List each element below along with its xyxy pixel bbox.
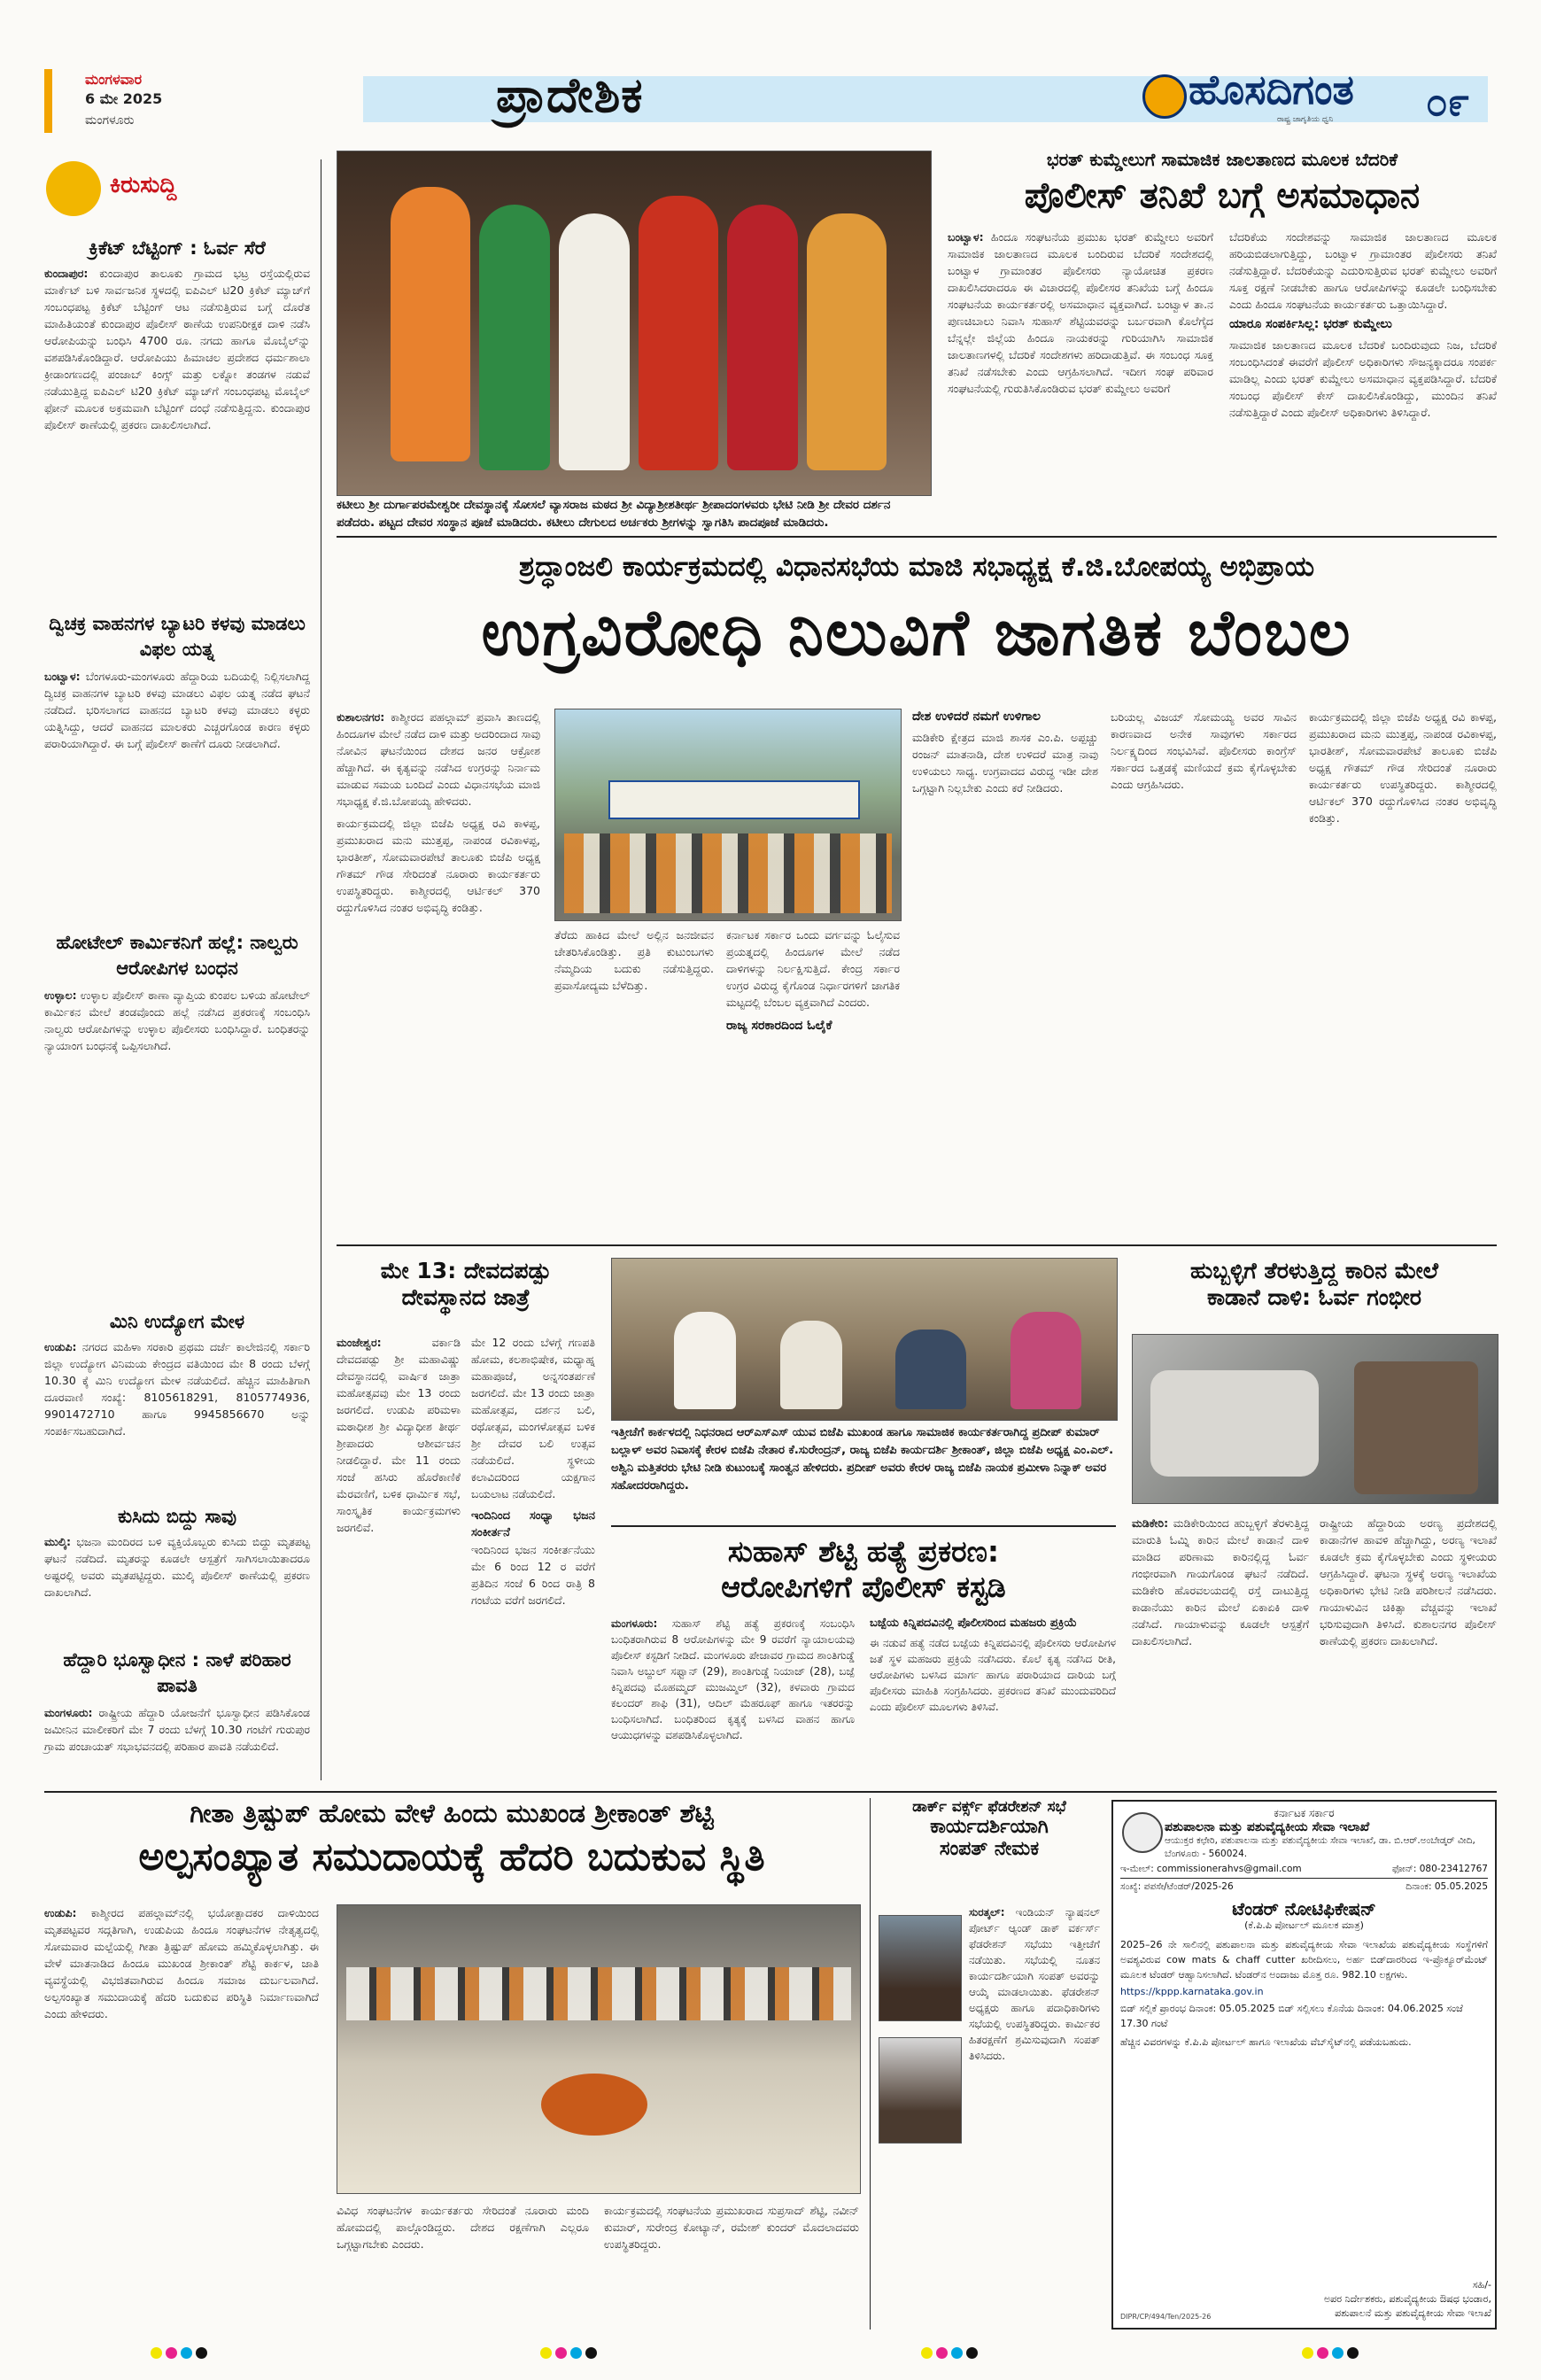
brief-4 [44, 1311, 310, 1439]
hubballi-headline-1: ಹುಬ್ಬಳ್ಳಿಗೆ ತೆರಳುತ್ತಿದ್ದ ಕಾರಿನ ಮೇಲೆ [1189, 1258, 1439, 1283]
gita-kicker: ಗೀತಾ ತ್ರಿಷ್ಟುಪ್ ಹೋಮ ವೇಳೆ ಹಿಂದು ಮುಖಂಡ ಶ್ರೀಕಾಂತ್ ಶೆಟ್ಟಿ [190, 1798, 714, 1828]
kirusuddi-banner [44, 159, 195, 220]
brief-place: ಕುಂದಾಪುರ: [44, 267, 89, 280]
suhas-subhead: ಬಜ್ಪೆಯ ಕಿನ್ನಿಪದವಿನಲ್ಲಿ ಪೊಲೀಸರಿಂದ ಮಹಜರು ಪ್ರಕ್ರಿಯೆ [870, 1616, 1077, 1630]
swamiji-photo [337, 151, 932, 496]
tender-phone: ಫೋನ್: 080-23412767 [1391, 1864, 1488, 1874]
bantwal-col2b: ಸಾಮಾಜಿಕ ಜಾಲತಾಣದ ಮೂಲಕ ಬೆದರಿಕೆ ಬಂದಿರುವುದು ನಿಜ, ಬೆದರಿಕೆ ಸಂಬಂಧಿಸಿದಂತೆ ಈವರೆಗೆ ಪೊಲೀಸ್ ಅಧಿಕಾರಿಗಳು ಸೌಜನ್ಯಕ್ಕಾದರೂ ಸಂಪರ್ಕ ಮಾಡಿಲ್ಲ ಎಂದು ಭರತ್ ಕುಮ್ಡೇಲು ಅಸಮಾಧಾನ ವ್ಯಕ್ತಪಡಿಸಿದ್ದಾರೆ. ಬೆದರಿಕೆ ಸಂಬಂಧ ಪೊಲೀಸ್ ಕೇಸ್ ದಾಖಲಿಸಿಕೊಂಡಿದ್ದು, ಮುಂದಿನ ತನಿಖೆ ನಡೆಸುತ್ತಿದ್ದಾರೆ ಎಂದು ಪೊಲೀಸ್ ಅಧಿಕಾರಿಗಳು ತಿಳಿಸಿದ್ದಾರೆ. [1229, 338, 1497, 419]
portrait-2 [879, 2037, 962, 2144]
jatre-headline-2: ದೇವಸ್ಥಾನದ ಜಾತ್ರೆ [401, 1284, 530, 1310]
brief-body: ಉಳ್ಳಾಲ ಪೊಲೀಸ್ ಠಾಣಾ ವ್ಯಾಪ್ತಿಯ ಕುಂಪಲ ಬಳಿಯ ಹೋಟೇಲ್ ಕಾರ್ಮಿಕನ ಮೇಲೆ ತಂಡವೊಂದು ಹಲ್ಲೆ ನಡೆಸಿದ ಪ್ರಕರಣಕ್ಕೆ ಸಂಬಂಧಿಸಿ ನಾಲ್ವರು ಆರೋಪಿಗಳನ್ನು ಉಳ್ಳಾಲ ಪೊಲೀಸರು ಬಂಧಿಸಿದ್ದಾರೆ. ಬಂಧಿತರನ್ನು ನ್ಯಾಯಾಂಗ ಬಂಧನಕ್ಕೆ ಒಪ್ಪಿಸಲಾಗಿದೆ. [44, 988, 310, 1052]
lotus-icon [1142, 74, 1187, 119]
page-number: ೦೯ [1426, 80, 1470, 125]
column-divider [870, 1798, 871, 2330]
jatre-headline-1: ಮೇ 13: ದೇವದಪಡ್ಪು [380, 1258, 552, 1283]
brief-place: ಮಂಗಳೂರು: [44, 1706, 93, 1719]
hubballi-story [1132, 1258, 1497, 1780]
hubballi-headline-2: ಕಾಡಾನೆ ದಾಳಿ: ಓರ್ವ ಗಂಭೀರ [1206, 1284, 1422, 1310]
tender-dates: ಬಿಡ್ ಸಲ್ಲಿಕೆ ಪ್ರಾರಂಭ ದಿನಾಂಕ: 05.05.2025 ಬಿಡ್ ಸಲ್ಲಿಸಲು ಕೊನೆಯ ದಿನಾಂಕ: 04.06.2025 ಸಂಜೆ 17.30 ಗಂಟೆ [1120, 2003, 1463, 2029]
section-title: ಪ್ರಾದೇಶಿಕ [496, 67, 644, 123]
protest-photo [554, 709, 902, 921]
tender-govt: ಕರ್ನಾಟಕ ಸರ್ಕಾರ [1274, 1807, 1335, 1819]
jatre-col2: ಮೇ 12 ರಂದು ಬೆಳಗ್ಗೆ ಗಣಪತಿ ಹೋಮ, ಕಲಶಾಭಿಷೇಕ, ಮಧ್ಯಾಹ್ನ ಮಹಾಪೂಜೆ, ಅನ್ನಸಂತರ್ಪಣೆ ಜರಗಲಿದೆ. ಮೇ 13 ರಂದು ಜಾತ್ರಾ ಮಹೋತ್ಸವ, ದರ್ಶನ ಬಲಿ, ರಥೋತ್ಸವ, ಮಂಗಳೋತ್ಸವ ಬಳಿಕ ಶ್ರೀ ದೇವರ ಬಲಿ ಉತ್ಸವ ನಡೆಯಲಿದೆ. ಸ್ಥಳೀಯ ಕಲಾವಿದರಿಂದ ಯಕ್ಷಗಾನ ಬಯಲಾಟ ನಡೆಯಲಿದೆ. [471, 1336, 595, 1500]
federation-story [879, 1798, 1100, 2330]
masthead-day: ಮಂಗಳವಾರ [85, 71, 143, 88]
main-col3: ದೇಶ ಉಳಿದರೆ ನಮಗೆ ಉಳಿಗಾಲ ಮಡಿಕೇರಿ ಕ್ಷೇತ್ರದ ಮಾಜಿ ಶಾಸಕ ಎಂ.ಪಿ. ಅಪ್ಪಚ್ಚು ರಂಜನ್ ಮಾತನಾಡಿ, ದೇಶ ಉಳಿದರೆ ಮಾತ್ರ ನಾವು ಉಳಿಯಲು ಸಾಧ್ಯ. ಉಗ್ರವಾದದ ವಿರುದ್ಧ ಇಡೀ ದೇಶ ಒಗ್ಗಟ್ಟಾಗಿ ನಿಲ್ಲಬೇಕು ಎಂದು ಕರೆ ನೀಡಿದರು. [912, 709, 1098, 795]
main-kicker: ಶ್ರದ್ಧಾಂಜಲಿ ಕಾರ್ಯಕ್ರಮದಲ್ಲಿ ವಿಧಾನಸಭೆಯ ಮಾಜಿ ಸಭಾಧ್ಯಕ್ಷ ಕೆ.ಜಿ.ಬೋಪಯ್ಯ ಅಭಿಪ್ರಾಯ [518, 551, 1315, 583]
federation-col1: ಇಂಡಿಯನ್ ನ್ಯಾಷನಲ್ ಪೋರ್ಟ್ ಆ್ಯಂಡ್ ಡಾಕ್ ವರ್ಕರ್ಸ್ ಫೆಡರೇಶನ್ ಸಭೆಯು ಇತ್ತೀಚೆಗೆ ನಡೆಯಿತು. ಸಭೆಯಲ್ಲಿ ನೂತನ ಕಾರ್ಯದರ್ಶಿಯಾಗಿ ಸಂಪತ್ ಅವರನ್ನು ಆಯ್ಕೆ ಮಾಡಲಾಯಿತು. ಫೆಡರೇಶನ್ ಅಧ್ಯಕ್ಷರು ಹಾಗೂ ಪದಾಧಿಕಾರಿಗಳು ಸಭೆಯಲ್ಲಿ ಉಪಸ್ಥಿತರಿದ್ದರು. ಕಾರ್ಮಿಕರ ಹಿತರಕ್ಷಣೆಗೆ ಶ್ರಮಿಸುವುದಾಗಿ ಸಂಪತ್ ತಿಳಿಸಿದರು. [969, 1906, 1100, 2062]
accent-bar [44, 69, 52, 133]
hubballi-col2: ರಾಷ್ಟ್ರೀಯ ಹೆದ್ದಾರಿಯ ಅರಣ್ಯ ಪ್ರದೇಶದಲ್ಲಿ ಕಾಡಾನೆಗಳ ಹಾವಳಿ ಹೆಚ್ಚಾಗಿದ್ದು, ಅರಣ್ಯ ಇಲಾಖೆ ಕೂಡಲೇ ಕ್ರಮ ಕೈಗೊಳ್ಳಬೇಕು ಎಂದು ಸ್ಥಳೀಯರು ಆಗ್ರಹಿಸಿದ್ದಾರೆ. ಘಟನಾ ಸ್ಥಳಕ್ಕೆ ಅರಣ್ಯ ಇಲಾಖೆಯ ಅಧಿಕಾರಿಗಳು ಭೇಟಿ ನೀಡಿ ಪರಿಶೀಲನೆ ನಡೆಸಿದರು. ಗಾಯಾಳುವಿನ ಚಿಕಿತ್ಸಾ ವೆಚ್ಚವನ್ನು ಇಲಾಖೆ ಭರಿಸುವುದಾಗಿ ತಿಳಿಸಿದೆ. ಕುಶಾಲನಗರ ಪೊಲೀಸ್ ಠಾಣೆಯಲ್ಲಿ ಪ್ರಕರಣ ದಾಖಲಾಗಿದೆ. [1320, 1516, 1497, 1647]
gita-place: ಉಡುಪಿ: [44, 1906, 77, 1919]
logo [1135, 60, 1454, 129]
masthead-date: 6 ಮೇ 2025 [85, 90, 163, 107]
brief-place: ಉಡುಪಿ: [44, 1340, 77, 1353]
main-col2: ಕರ್ನಾಟಕ ಸರ್ಕಾರ ಒಂದು ವರ್ಗವನ್ನು ಓಲೈಸುವ ಪ್ರಯತ್ನದಲ್ಲಿ ಹಿಂದೂಗಳ ಮೇಲೆ ನಡೆದ ದಾಳಿಗಳನ್ನು ನಿರ್ಲಕ್ಷಿಸುತ್ತಿದೆ. ಕೇಂದ್ರ ಸರ್ಕಾರ ಉಗ್ರರ ವಿರುದ್ಧ ಕೈಗೊಂಡ ನಿರ್ಧಾರಗಳಿಗೆ ಜಾಗತಿಕ ಮಟ್ಟದಲ್ಲಿ ಬೆಂಬಲ ವ್ಯಕ್ತವಾಗಿದೆ ಎಂದರು. ರಾಜ್ಯ ಸರಕಾರದಿಂದ ಓಲೈಕೆ [726, 928, 900, 1033]
brief-2 [44, 611, 310, 752]
brief-headline: ದ್ವಿಚಕ್ರ ವಾಹನಗಳ ಬ್ಯಾಟರಿ ಕಳವು ಮಾಡಲು ವಿಫಲ ಯತ್ನ [49, 613, 306, 660]
brief-headline: ಹೆದ್ದಾರಿ ಭೂಸ್ವಾಧೀನ : ನಾಳೆ ಪರಿಹಾರ ಪಾವತಿ [63, 1649, 291, 1696]
tender-sign-2: ಅಪರ ನಿರ್ದೇಶಕರು, ಪಶುವೈದ್ಯಕೀಯ ಔಷಧ ಭಂಡಾರ, [1323, 2293, 1491, 2305]
main-col4: ಬರಿಯಲ್ಲ ವಿಜಯ್ ಸೋಮಯ್ಯ ಅವರ ಸಾವಿನ ಕಾರಣವಾದ ಅನೇಕ ಸಾವುಗಳು ಸರ್ಕಾರದ ನಿರ್ಲಕ್ಷ್ಯದಿಂದ ಸಂಭವಿಸಿವೆ. ಪೊಲೀಸರು ಕಾಂಗ್ರೆಸ್ ಸರ್ಕಾರದ ಒತ್ತಡಕ್ಕೆ ಮಣಿಯದೆ ಕ್ರಮ ಕೈಗೊಳ್ಳಬೇಕು ಎಂದು ಆಗ್ರಹಿಸಿದರು. [1111, 710, 1297, 791]
brief-body: ಭಜನಾ ಮಂದಿರದ ಬಳಿ ವ್ಯಕ್ತಿಯೊಬ್ಬರು ಕುಸಿದು ಬಿದ್ದು ಮೃತಪಟ್ಟ ಘಟನೆ ನಡೆದಿದೆ. ಮೃತರನ್ನು ಕೂಡಲೇ ಆಸ್ಪತ್ರೆಗೆ ಸಾಗಿಸಲಾಯಿತಾದರೂ ಅಷ್ಟರಲ್ಲಿ ಅವರು ಮೃತಪಟ್ಟಿದ್ದರು. ಮುಲ್ಕಿ ಪೊಲೀಸ್ ಠಾಣೆಯಲ್ಲಿ ಪ್ರಕರಣ ದಾಖಲಾಗಿದೆ. [44, 1535, 310, 1599]
bantwal-kicker: ಭರತ್ ಕುಮ್ಡೇಲುಗೆ ಸಾಮಾಜಿಕ ಜಾಲತಾಣದ ಮೂಲಕ ಬೆದರಿಕೆ [1046, 149, 1398, 170]
suhas-col1: ಸುಹಾಸ್ ಶೆಟ್ಟಿ ಹತ್ಯೆ ಪ್ರಕರಣಕ್ಕೆ ಸಂಬಂಧಿಸಿ ಬಂಧಿತರಾಗಿರುವ 8 ಆರೋಪಿಗಳನ್ನು ಮೇ 9 ರವರೆಗೆ ನ್ಯಾಯಾಲಯವು ಪೊಲೀಸ್ ಕಸ್ಟಡಿಗೆ ನೀಡಿದೆ. ಮಂಗಳೂರು ಪೇಜಾವರ ಗ್ರಾಮದ ಶಾಂತಿಗುಡ್ಡೆ ನಿವಾಸಿ ಅಬ್ದುಲ್ ಸಫ್ವಾನ್ (29), ಶಾಂತಿಗುಡ್ಡೆ ನಿಯಾಜ್ (28), ಬಜ್ಪೆ ಕಿನ್ನಿಪದವು ಮೊಹಮ್ಮದ್ ಮುಜಮ್ಮಿಲ್ (32), ಕಳವಾರು ಗ್ರಾಮದ ಕಲಂದರ್ ಶಾಫಿ (31), ಆದಿಲ್ ಮೆಹರೂಫ್ ಹಾಗೂ ಇತರರನ್ನು ಬಂಧಿಸಲಾಗಿದೆ. ಬಂಧಿತರಿಂದ ಕೃತ್ಯಕ್ಕೆ ಬಳಸಿದ ವಾಹನ ಹಾಗೂ ಆಯುಧಗಳನ್ನು ವಶಪಡಿಸಿಕೊಳ್ಳಲಾಗಿದೆ. [611, 1617, 855, 1741]
brief-3 [44, 930, 310, 1054]
registration-marks-center-right [921, 2347, 978, 2359]
brief-1 [44, 237, 310, 433]
federation-place: ಸುರತ್ಕಲ್: [969, 1906, 1005, 1919]
masthead [44, 66, 1497, 142]
hand-icon [46, 161, 101, 216]
swamiji-photo-caption: ಕಟೀಲು ಶ್ರೀ ದುರ್ಗಾಪರಮೇಶ್ವರೀ ದೇವಸ್ಥಾನಕ್ಕೆ ಸೋಸಲೆ ವ್ಯಾಸರಾಜ ಮಠದ ಶ್ರೀ ವಿದ್ಯಾಶ್ರೀಶತೀರ್ಥ ಶ್ರೀಪಾದಂಗಳವರು ಭೇಟಿ ನೀಡಿ ಶ್ರೀ ದೇವರ ದರ್ಶನ ಪಡೆದರು. ಪಟ್ಟದ ದೇವರ ಸಂಸ್ಥಾನ ಪೂಜೆ ಮಾಡಿದರು. ಕಟೀಲು ದೇಗುಲದ ಅರ್ಚಕರು ಶ್ರೀಗಳನ್ನು ಸ್ವಾಗತಿಸಿ ಪಾದಪೂಜೆ ಮಾಡಿದರು. [337, 498, 891, 530]
bantwal-place: ಬಂಟ್ವಾಳ: [948, 230, 984, 244]
brief-headline: ಕ್ರಿಕೆಟ್ ಬೆಟ್ಟಿಂಗ್ : ಓರ್ವ ಸೆರೆ [89, 237, 266, 259]
main-col5: ಕಾರ್ಯಕ್ರಮದಲ್ಲಿ ಜಿಲ್ಲಾ ಬಿಜೆಪಿ ಅಧ್ಯಕ್ಷ ರವಿ ಕಾಳಪ್ಪ, ಪ್ರಮುಖರಾದ ಮನು ಮುತ್ತಪ್ಪ, ನಾಪಂಡ ರವಿಕಾಳಪ್ಪ, ಭಾರತೀಶ್, ಸೋಮವಾರಪೇಟೆ ತಾಲೂಕು ಬಿಜೆಪಿ ಅಧ್ಯಕ್ಷ ಗೌತಮ್ ಗೌಡ ಸೇರಿದಂತೆ ನೂರಾರು ಕಾರ್ಯಕರ್ತರು ಉಪಸ್ಥಿತರಿದ್ದರು. ಕಾಶ್ಮೀರದಲ್ಲಿ ಆರ್ಟಿಕಲ್ 370 ರದ್ದುಗೊಳಿಸಿದ ನಂತರ ಅಭಿವೃದ್ಧಿ ಕಂಡಿತ್ತು. [337, 817, 540, 914]
section-rule [44, 1791, 1497, 1793]
brief-place: ಬಂಟ್ವಾಳ: [44, 670, 81, 683]
protest-photo-caption: ತೆರೆದು ಹಾಕಿದ ಮೇಲೆ ಅಲ್ಲಿನ ಜನಜೀವನ ಚೇತರಿಸಿಕೊಂಡಿತ್ತು. ಪ್ರತಿ ಕುಟುಂಬಗಳು ನೆಮ್ಮದಿಯ ಬದುಕು ನಡೆಸುತ್ತಿದ್ದರು. ಪ್ರವಾಸೋದ್ಯಮ ಬೆಳೆದಿತ್ತು. [554, 928, 714, 992]
brief-6 [44, 1647, 310, 1755]
brief-place: ಮುಲ್ಕಿ: [44, 1535, 72, 1548]
jatre-place: ಮಂಜೇಶ್ವರ: [337, 1336, 382, 1349]
main-headline: ಉಗ್ರವಿರೋಧಿ ನಿಲುವಿಗೆ ಜಾಗತಿಕ ಬೆಂಬಲ [481, 595, 1352, 670]
jatre-col1: ವರ್ಕಾಡಿ ದೇವದಪಡ್ಪು ಶ್ರೀ ಮಹಾವಿಷ್ಣು ದೇವಸ್ಥಾನದಲ್ಲಿ ವಾರ್ಷಿಕ ಜಾತ್ರಾ ಮಹೋತ್ಸವವು ಮೇ 13 ರಂದು ಜರಗಲಿದೆ. ಉಡುಪಿ ಪರಿಮಳಾ ಮಠಾಧೀಶ ಶ್ರೀ ವಿದ್ಯಾಧೀಶ ತೀರ್ಥ ಶ್ರೀಪಾದರು ಆಶೀರ್ವಚನ ನೀಡಲಿದ್ದಾರೆ. ಮೇ 11 ರಂದು ಸಂಜೆ ಹಸಿರು ಹೊರೆಕಾಣಿಕೆ ಮೆರವಣಿಗೆ, ಬಳಿಕ ಧಾರ್ಮಿಕ ಸಭೆ, ಸಾಂಸ್ಕೃತಿಕ ಕಾರ್ಯಕ್ರಮಗಳು ಜರಗಲಿವೆ. [337, 1336, 461, 1534]
hubballi-place: ಮಡಿಕೇರಿ: [1132, 1516, 1169, 1530]
tender-ad [1111, 1800, 1497, 2330]
gita-col1: ಕಾಶ್ಮೀರದ ಪಹಲ್ಗಾಮ್‌ನಲ್ಲಿ ಭಯೋತ್ಪಾದಕರ ದಾಳಿಯಿಂದ ಮೃತಪಟ್ಟವರ ಸದ್ಗತಿಗಾಗಿ, ಉಡುಪಿಯ ಹಿಂದೂ ಸಂಘಟನೆಗಳ ನೇತೃತ್ವದಲ್ಲಿ ಸೋಮವಾರ ಮಲ್ಪೆಯಲ್ಲಿ ಗೀತಾ ತ್ರಿಷ್ಟುಪ್ ಹೋಮ ಹಮ್ಮಿಕೊಳ್ಳಲಾಗಿತ್ತು. ಈ ವೇಳೆ ಮಾತನಾಡಿದ ಹಿಂದೂ ಮುಖಂಡ ಶ್ರೀಕಾಂತ್ ಶೆಟ್ಟಿ ಕಾರ್ಕಳ, ಜಾತಿ ವ್ಯವಸ್ಥೆಯಲ್ಲಿ ವಿಭಜಿತವಾಗಿರುವ ಹಿಂದೂ ಸಮಾಜ ದುರ್ಬಲವಾಗಿದೆ. ಅಲ್ಪಸಂಖ್ಯಾತ ಸಮುದಾಯಕ್ಕೆ ಹೆದರಿ ಬದುಕುವ ಪರಿಸ್ಥಿತಿ ನಿರ್ಮಾಣವಾಗಿದೆ ಎಂದು ಹೇಳಿದರು. [44, 1906, 319, 2020]
section-rule [337, 1244, 1497, 1246]
hubballi-col1: ಮಡಿಕೇರಿಯಿಂದ ಹುಬ್ಬಳ್ಳಿಗೆ ತೆರಳುತ್ತಿದ್ದ ಮಾರುತಿ ಓಮ್ನಿ ಕಾರಿನ ಮೇಲೆ ಕಾಡಾನೆ ದಾಳಿ ಮಾಡಿದ ಪರಿಣಾಮ ಕಾರಿನಲ್ಲಿದ್ದ ಓರ್ವ ಗಂಭೀರವಾಗಿ ಗಾಯಗೊಂಡ ಘಟನೆ ನಡೆದಿದೆ. ಮಡಿಕೇರಿ ಹೊರವಲಯದಲ್ಲಿ ರಸ್ತೆ ದಾಟುತ್ತಿದ್ದ ಕಾಡಾನೆಯು ಕಾರಿನ ಮೇಲೆ ಏಕಾಏಕಿ ದಾಳಿ ನಡೆಸಿದೆ. ಗಾಯಾಳುವನ್ನು ಕೂಡಲೇ ಆಸ್ಪತ್ರೆಗೆ ದಾಖಲಿಸಲಾಗಿದೆ. [1132, 1516, 1309, 1647]
federation-headline-1: ಡಾರ್ಕ್ ವರ್ಕ್ಸ್ ಫೆಡರೇಶನ್ ಸಭೆ [912, 1798, 1066, 1816]
federation-headline-3: ಸಂಪತ್ ನೇಮಕ [939, 1838, 1040, 1860]
portrait-1 [879, 1915, 962, 2021]
bantwal-story [948, 149, 1497, 521]
gita-headline: ಅಲ್ಪಸಂಖ್ಯಾತ ಸಮುದಾಯಕ್ಕೆ ಹೆದರಿ ಬದುಕುವ ಸ್ಥಿತಿ [138, 1834, 765, 1880]
registration-marks-right [1302, 2347, 1359, 2359]
govt-emblem-icon [1122, 1812, 1163, 1853]
tender-date: ದಿನಾಂಕ: 05.05.2025 [1405, 1881, 1488, 1892]
main-subhead-2: ರಾಜ್ಯ ಸರಕಾರದಿಂದ ಓಲೈಕೆ [726, 1019, 832, 1033]
gita-story [44, 1798, 859, 2330]
masthead-city: ಮಂಗಳೂರು [85, 113, 135, 128]
brief-body: ರಾಷ್ಟ್ರೀಯ ಹೆದ್ದಾರಿ ಯೋಜನೆಗೆ ಭೂಸ್ವಾಧೀನ ಪಡಿಸಿಕೊಂಡ ಜಮೀನಿನ ಮಾಲೀಕರಿಗೆ ಮೇ 7 ರಂದು ಬೆಳಗ್ಗೆ 10.30 ಗಂಟೆಗೆ ಗುರುಪುರ ಗ್ರಾಮ ಪಂಚಾಯತ್ ಸಭಾಭವನದಲ್ಲಿ ಪರಿಹಾರ ಪಾವತಿ ನಡೆಯಲಿದೆ. [44, 1706, 310, 1753]
brief-5 [44, 1506, 310, 1601]
bantwal-col2: ಬೆದರಿಕೆಯ ಸಂದೇಶವನ್ನು ಸಾಮಾಜಿಕ ಜಾಲತಾಣದ ಮೂಲಕ ಹರಿಯಬಿಡಲಾಗುತ್ತಿದ್ದು, ಬಂಟ್ವಾಳ ಗ್ರಾಮಾಂತರ ಪೊಲೀಸರು ತನಿಖೆ ನಡೆಸುತ್ತಿದ್ದಾರೆ. ಬೆದರಿಕೆಯನ್ನು ಎದುರಿಸುತ್ತಿರುವ ಭರತ್ ಕುಮ್ಡೇಲು ಅವರಿಗೆ ಸೂಕ್ತ ರಕ್ಷಣೆ ನೀಡಬೇಕು ಹಾಗೂ ಆರೋಪಿಗಳನ್ನು ಕೂಡಲೇ ಬಂಧಿಸಬೇಕು ಎಂದು ಹಿಂದೂ ಸಂಘಟನೆಯ ಕಾರ್ಯಕರ್ತರು ಒತ್ತಾಯಿಸಿದ್ದಾರೆ. [1229, 230, 1497, 311]
main-col1: ಕುಶಾಲನಗರ: ಕಾಶ್ಮೀರದ ಪಹಲ್ಗಾಮ್ ಪ್ರವಾಸಿ ತಾಣದಲ್ಲಿ ಹಿಂದೂಗಳ ಮೇಲೆ ನಡೆದ ದಾಳಿ ಮತ್ತು ಅದರಿಂದಾದ ಸಾವು ನೋವಿನ ಘಟನೆಯಿಂದ ದೇಶದ ಜನರ ಆಕ್ರೋಶ ಹೆಚ್ಚಾಗಿದೆ. ಈ ಕೃತ್ಯವನ್ನು ನಡೆಸಿದ ಉಗ್ರರನ್ನು ನಿರ್ನಾಮ ಮಾಡುವ ಸಮಯ ಬಂದಿದೆ ಎಂದು ವಿಧಾನಸಭೆಯ ಮಾಜಿ ಸಭಾಧ್ಯಕ್ಷ ಕೆ.ಜಿ.ಬೋಪಯ್ಯ ಹೇಳಿದರು. ಕಾರ್ಯಕ್ರಮದಲ್ಲಿ ಜಿಲ್ಲಾ ಬಿಜೆಪಿ ಅಧ್ಯಕ್ಷ ರವಿ ಕಾಳಪ್ಪ, ಪ್ರಮುಖರಾದ ಮನು ಮುತ್ತಪ್ಪ, ನಾಪಂಡ ರವಿಕಾಳಪ್ಪ, ಭಾರತೀಶ್, ಸೋಮವಾರಪೇಟೆ ತಾಲೂಕು ಬಿಜೆಪಿ ಅಧ್ಯಕ್ಷ ಗೌತಮ್ ಗೌಡ ಸೇರಿದಂತೆ ನೂರಾರು ಕಾರ್ಯಕರ್ತರು ಉಪಸ್ಥಿತರಿದ್ದರು. ಕಾಶ್ಮೀರದಲ್ಲಿ ಆರ್ಟಿಕಲ್ 370 ರದ್ದುಗೊಳಿಸಿದ ನಂತರ ಅಭಿವೃದ್ಧಿ ಕಂಡಿತ್ತು. [337, 710, 540, 914]
gita-col3: ಕಾರ್ಯಕ್ರಮದಲ್ಲಿ ಸಂಘಟನೆಯ ಪ್ರಮುಖರಾದ ಸುಪ್ರಸಾದ್ ಶೆಟ್ಟಿ, ನವೀನ್ ಕುಮಾರ್, ಸುರೇಂದ್ರ ಕೋಟ್ಯಾನ್, ರಮೇಶ್ ಕುಂದರ್ ಮೊದಲಾದವರು ಉಪಸ್ಥಿತರಿದ್ದರು. [604, 2204, 859, 2251]
jatre-story [337, 1258, 595, 1780]
main-subhead-3: ದೇಶ ಉಳಿದರೆ ನಮಗೆ ಉಳಿಗಾಲ [912, 709, 1041, 724]
homa-photo [337, 1904, 861, 2194]
tender-body: 2025–26 ನೇ ಸಾಲಿನಲ್ಲಿ ಪಶುಪಾಲನಾ ಮತ್ತು ಪಶುವೈದ್ಯಕೀಯ ಸೇವಾ ಇಲಾಖೆಯ ಪಶುವೈದ್ಯಕೀಯ ಸಂಸ್ಥೆಗಳಿಗೆ ಅವಶ್ಯವಿರುವ cow mats & chaff cutter ಖರೀದಿಸಲು, ಅರ್ಹ ಬಿಡ್‌ದಾರರಿಂದ ಇ-ಪ್ರೊಕ್ಯೂರ್‌ಮೆಂಟ್ ಮೂಲಕ ಟೆಂಡರ್ ಆಹ್ವಾನಿಸಲಾಗಿದೆ. ಟೆಂಡರ್‌ನ ಅಂದಾಜು ಮೊತ್ತ ರೂ. 982.10 ಲಕ್ಷಗಳು. [1120, 1939, 1488, 1981]
section-rule [611, 1525, 1116, 1527]
tender-sign-3: ಪಶುಪಾಲನೆ ಮತ್ತು ಪಶುವೈದ್ಯಕೀಯ ಸೇವಾ ಇಲಾಖೆ [1335, 2307, 1491, 2319]
tender-sign-1: ಸಹಿ/- [1472, 2279, 1491, 2291]
tender-title: ಟೆಂಡರ್ ನೋಟಿಫಿಕೇಷನ್ [1232, 1898, 1376, 1919]
kirusuddi-title: ಕಿರುಸುದ್ದಿ [110, 172, 177, 198]
bantwal-subhead: ಯಾರೂ ಸಂಪರ್ಕಿಸಿಲ್ಲ: ಭರತ್ ಕುಮ್ಡೇಲು [1229, 317, 1392, 331]
brief-headline: ಮಿನಿ ಉದ್ಯೋಗ ಮೇಳ [109, 1311, 245, 1332]
brief-place: ಉಳ್ಳಾಲ: [44, 988, 77, 1002]
suhas-headline-1: ಸುಹಾಸ್ ಶೆಟ್ಟಿ ಹತ್ಯೆ ಪ್ರಕರಣ: [727, 1534, 1000, 1569]
brief-headline: ಹೋಟೇಲ್ ಕಾರ್ಮಿಕನಿಗೆ ಹಲ್ಲೆ: ನಾಲ್ವರು ಆರೋಪಿಗಳ ಬಂಧನ [56, 932, 298, 979]
main-col4b: ಕಾರ್ಯಕ್ರಮದಲ್ಲಿ ಜಿಲ್ಲಾ ಬಿಜೆಪಿ ಅಧ್ಯಕ್ಷ ರವಿ ಕಾಳಪ್ಪ, ಪ್ರಮುಖರಾದ ಮನು ಮುತ್ತಪ್ಪ, ನಾಪಂಡ ರವಿಕಾಳಪ್ಪ, ಭಾರತೀಶ್, ಸೋಮವಾರಪೇಟೆ ತಾಲೂಕು ಬಿಜೆಪಿ ಅಧ್ಯಕ್ಷ ಗೌತಮ್ ಗೌಡ ಸೇರಿದಂತೆ ನೂರಾರು ಕಾರ್ಯಕರ್ತರು ಉಪಸ್ಥಿತರಿದ್ದರು. ಕಾಶ್ಮೀರದಲ್ಲಿ ಆರ್ಟಿಕಲ್ 370 ರದ್ದುಗೊಳಿಸಿದ ನಂತರ ಅಭಿವೃದ್ಧಿ ಕಂಡಿತ್ತು. [1309, 710, 1497, 825]
bantwal-headline: ಪೊಲೀಸ್ ತನಿಖೆ ಬಗ್ಗೆ ಅಸಮಾಧಾನ [1024, 175, 1421, 216]
suhas-story [611, 1534, 1116, 1782]
tender-email: ಇ-ಮೇಲ್: commissionerahvs@gmail.com [1120, 1864, 1302, 1874]
kirusuddi-column [44, 159, 310, 1754]
registration-marks-left [151, 2347, 207, 2359]
tender-dipr: DIPR/CP/494/Ten/2025-26 [1120, 2313, 1212, 2321]
tender-note: ಹೆಚ್ಚಿನ ವಿವರಗಳನ್ನು ಕೆ.ಪಿ.ಪಿ ಪೋರ್ಟಲ್ ಹಾಗೂ ಇಲಾಖೆಯ ವೆಬ್‌ಸೈಟ್‌ನಲ್ಲಿ ಪಡೆಯಬಹುದು. [1120, 2036, 1412, 2048]
registration-marks-center [540, 2347, 597, 2359]
tender-subtitle: (ಕೆ.ಪಿ.ಪಿ ಪೋರ್ಟಲ್ ಮೂಲಕ ಮಾತ್ರ) [1244, 1919, 1364, 1931]
tender-portal-link[interactable]: https://kppp.karnataka.gov.in [1120, 1986, 1264, 1997]
tender-address: ಆಯುಕ್ತರ ಕಛೇರಿ, ಪಶುಪಾಲನಾ ಮತ್ತು ಪಶುವೈದ್ಯಕೀಯ ಸೇವಾ ಇಲಾಖೆ, ಡಾ. ಬಿ.ಆರ್.ಅಂಬೇಡ್ಕರ್ ವೀದಿ, ಬೆಂಗಳೂರು - 560024. [1165, 1835, 1475, 1859]
logo-tag: ರಾಷ್ಟ್ರ ಜಾಗೃತಿಯ ಧ್ವನಿ [1277, 115, 1334, 124]
suhas-place: ಮಂಗಳೂರು: [611, 1617, 658, 1630]
brief-body: ಕುಂದಾಪುರ ತಾಲೂಕು ಗ್ರಾಮದ ಭಟ್ರ ರಸ್ತೆಯಲ್ಲಿರುವ ಮಾರ್ಕೆಟ್ ಬಳಿ ಸಾರ್ವಜನಿಕ ಸ್ಥಳದಲ್ಲಿ ಐಪಿಎಲ್ ಟಿ20 ಕ್ರಿಕೆಟ್ ಮ್ಯಾಚ್‌ಗೆ ಸಂಬಂಧಪಟ್ಟ ಕ್ರಿಕೆಟ್ ಬೆಟ್ಟಿಂಗ್ ಆಟ ನಡೆಸುತ್ತಿರುವ ಬಗ್ಗೆ ದೊರೆತ ಮಾಹಿತಿಯಂತೆ ಕುಂದಾಪುರ ಪೊಲೀಸ್ ಠಾಣೆಯ ಉಪನಿರೀಕ್ಷಕ ದಾಳಿ ನಡೆಸಿ ಆರೋಪಿಯನ್ನು ಬಂಧಿಸಿ 4700 ರೂ. ನಗದು ಹಾಗೂ ಮೊಬೈಲ್‌ನ್ನು ವಶಪಡಿಸಿಕೊಂಡಿದ್ದಾರೆ. ಆರೋಪಿಯು ಹಿಮಾಚಲ ಪ್ರದೇಶದ ಧರ್ಮಶಾಲಾ ಕ್ರೀಡಾಂಗಣದಲ್ಲಿ ಪಂಜಾಬ್ ಕಿಂಗ್ಸ್ ಮತ್ತು ಲಕ್ನೋ ತಂಡಗಳ ನಡುವೆ ನಡೆಯುತ್ತಿದ್ದ ಐಪಿಎಲ್ ಟಿ20 ಕ್ರಿಕೆಟ್ ಮ್ಯಾಚ್‌ಗೆ ಸಂಬಂಧಪಟ್ಟ ಮೊಬೈಲ್ ಫೋನ್ ಮೂಲಕ ಅಕ್ರಮವಾಗಿ ಬೆಟ್ಟಿಂಗ್ ದಂಧೆ ನಡೆಸುತ್ತಿದ್ದನು. ಕುಂದಾಪುರ ಪೊಲೀಸ್ ಠಾಣೆಯಲ್ಲಿ ಪ್ರಕರಣ ದಾಖಲಿಸಲಾಗಿದೆ. [44, 267, 310, 431]
federation-headline-2: ಕಾರ್ಯದರ್ಶಿಯಾಗಿ [930, 1816, 1049, 1838]
tender-ref: ಸಂಖ್ಯೆ: ಪಪಸೇ/ಟೆಂಡರ್/2025-26 [1120, 1881, 1234, 1892]
car-photo [1132, 1334, 1498, 1504]
jatre-subhead: ಇಂದಿನಿಂದ ಸಂಧ್ಯಾ ಭಜನ ಸಂಕೀರ್ತನೆ [471, 1509, 595, 1539]
bantwal-col1: ಹಿಂದೂ ಸಂಘಟನೆಯ ಪ್ರಮುಖ ಭರತ್ ಕುಮ್ಡೇಲು ಅವರಿಗೆ ಸಾಮಾಜಿಕ ಜಾಲತಾಣದ ಮೂಲಕ ಬಂದಿರುವ ಬೆದರಿಕೆ ಸಂದೇಶದಲ್ಲಿ ಬಂಟ್ವಾಳ ಗ್ರಾಮಾಂತರ ಪೊಲೀಸರು ನ್ಯಾಯೋಚಿತ ಪ್ರಕರಣ ದಾಖಲಿಸಿದರಾದರೂ ಈ ವಿಚಾರದಲ್ಲಿ ಪೊಲೀಸರ ತನಿಖೆಯ ಬಗ್ಗೆ ಹಿಂದೂ ಸಂಘಟನೆಯ ಕಾರ್ಯಕರ್ತರಲ್ಲಿ ಅಸಮಾಧಾನ ವ್ಯಕ್ತವಾಗಿದೆ. ಬಂಟ್ವಾಳ ತಾ.ನ ಪುಣಚಿಬಾಲು ನಿವಾಸಿ ಸುಹಾಸ್ ಶೆಟ್ಟಿಯವರನ್ನು ಬರ್ಬರವಾಗಿ ಕೊಲೆಗೈದ ಬೆನ್ನಲ್ಲೇ ಜಿಲ್ಲೆಯ ಹಿಂದೂ ನಾಯಕರನ್ನು ಗುರಿಯಾಗಿಸಿ ಸಾಮಾಜಿಕ ಜಾಲತಾಣಗಳಲ್ಲಿ ಬೆದರಿಕೆ ಸಂದೇಶಗಳು ಹರಿದಾಡುತ್ತಿವೆ. ಈ ಸಂಬಂಧ ಸೂಕ್ತ ತನಿಖೆ ನಡೆಸಬೇಕು ಎಂದು ಆಗ್ರಹಿಸಲಾಗಿದೆ. ಇದೀಗ ಸಂಘ ಪರಿವಾರ ಸಂಘಟನೆಯಲ್ಲಿ ಗುರುತಿಸಿಕೊಂಡಿರುವ ಭರತ್ ಕುಮ್ಡೇಲು ಅವರಿಗೆ [948, 230, 1213, 395]
gita-col2: ವಿವಿಧ ಸಂಘಟನೆಗಳ ಕಾರ್ಯಕರ್ತರು ಸೇರಿದಂತೆ ನೂರಾರು ಮಂದಿ ಹೋಮದಲ್ಲಿ ಪಾಲ್ಗೊಂಡಿದ್ದರು. ದೇಶದ ರಕ್ಷಣೆಗಾಗಿ ಎಲ್ಲರೂ ಒಗ್ಗಟ್ಟಾಗಬೇಕು ಎಂದರು. [337, 2204, 589, 2251]
suhas-col2: ಈ ನಡುವೆ ಹತ್ಯೆ ನಡೆದ ಬಜ್ಪೆಯ ಕಿನ್ನಿಪದವಿನಲ್ಲಿ ಪೊಲೀಸರು ಆರೋಪಿಗಳ ಜತೆ ಸ್ಥಳ ಮಹಜರು ಪ್ರಕ್ರಿಯೆ ನಡೆಸಿದರು. ಕೊಲೆ ಕೃತ್ಯ ನಡೆಸಿದ ರೀತಿ, ಆರೋಪಿಗಳು ಬಳಸಿದ ಮಾರ್ಗ ಹಾಗೂ ಪರಾರಿಯಾದ ದಾರಿಯ ಬಗ್ಗೆ ಪೊಲೀಸರು ಮಾಹಿತಿ ಸಂಗ್ರಹಿಸಿದರು. ಪ್ರಕರಣದ ತನಿಖೆ ಮುಂದುವರಿದಿದೆ ಎಂದು ಪೊಲೀಸ್ ಮೂಲಗಳು ತಿಳಿಸಿವೆ. [870, 1637, 1116, 1713]
meeting-photo-caption: ಇತ್ತೀಚೆಗೆ ಕಾರ್ಕಳದಲ್ಲಿ ನಿಧನರಾದ ಆರ್‌ಎಸ್‌ಎಸ್ ಯುವ ಬಿಜೆಪಿ ಮುಖಂಡ ಹಾಗೂ ಸಾಮಾಜಿಕ ಕಾರ್ಯಕರ್ತರಾಗಿದ್ದ ಪ್ರದೀಪ್ ಕುಮಾರ್ ಬಲ್ಲಾಳ್ ಅವರ ನಿವಾಸಕ್ಕೆ ಕೇರಳ ಬಿಜೆಪಿ ನೇತಾರ ಕೆ.ಸುರೇಂದ್ರನ್, ರಾಜ್ಯ ಬಿಜೆಪಿ ಕಾರ್ಯದರ್ಶಿ ಶ್ರೀಕಾಂತ್, ಜಿಲ್ಲಾ ಬಿಜೆಪಿ ಅಧ್ಯಕ್ಷ ಎಂ.ಎಲ್. ಅಶ್ವಿನಿ ಮತ್ತಿತರರು ಭೇಟಿ ನೀಡಿ ಕುಟುಂಬಕ್ಕೆ ಸಾಂತ್ವನ ಹೇಳಿದರು. ಪ್ರದೀಪ್ ಅವರು ಕೇರಳ ರಾಜ್ಯ ಬಿಜೆಪಿ ನಾಯಕ ಪ್ರಮೀಳಾ ನಿನ್ನಾಕ್ ಅವರ ಸಹೋದರರಾಗಿದ್ದರು. [611, 1426, 1114, 1492]
meeting-photo [611, 1258, 1118, 1421]
section-rule [337, 536, 1497, 538]
tender-dept: ಪಶುಪಾಲನಾ ಮತ್ತು ಪಶುವೈದ್ಯಕೀಯ ಸೇವಾ ಇಲಾಖೆ [1165, 1820, 1370, 1834]
brief-body: ಬೆಂಗಳೂರು-ಮಂಗಳೂರು ಹೆದ್ದಾರಿಯ ಬದಿಯಲ್ಲಿ ನಿಲ್ಲಿಸಲಾಗಿದ್ದ ದ್ವಿಚಕ್ರ ವಾಹನಗಳ ಬ್ಯಾಟರಿ ಕಳವು ಮಾಡಲು ವಿಫಲ ಯತ್ನ ನಡೆದ ಘಟನೆ ನಡೆದಿದೆ. ಭರಿಸಲಾಗದ ವಾಹನದ ಬ್ಯಾಟರಿ ಕಳವು ಮಾಡಲು ಕಳ್ಳರು ಯತ್ನಿಸಿದ್ದು, ಆದರೆ ವಾಹನದ ಮಾಲಕರು ಎಚ್ಚರಗೊಂಡ ಕಾರಣ ಕಳ್ಳರು ಪರಾರಿಯಾಗಿದ್ದಾರೆ. ಈ ಬಗ್ಗೆ ಪೊಲೀಸ್ ಠಾಣೆಗೆ ದೂರು ನೀಡಲಾಗಿದೆ. [44, 670, 310, 750]
brief-headline: ಕುಸಿದು ಬಿದ್ದು ಸಾವು [117, 1506, 237, 1527]
logo-text: ಹೊಸದಿಗಂತ [1189, 66, 1354, 113]
main-place: ಕುಶಾಲನಗರ: [337, 710, 385, 724]
jatre-col3: ಇಂದಿನಿಂದ ಭಜನ ಸಂಕೀರ್ತನೆಯು ಮೇ 6 ರಿಂದ 12 ರ ವರೆಗೆ ಪ್ರತಿದಿನ ಸಂಜೆ 6 ರಿಂದ ರಾತ್ರಿ 8 ಗಂಟೆಯ ವರೆಗೆ ಜರಗಲಿದೆ. [471, 1543, 595, 1607]
suhas-headline-2: ಆರೋಪಿಗಳಿಗೆ ಪೊಲೀಸ್ ಕಸ್ಟಡಿ [721, 1570, 1006, 1604]
brief-body: ನಗರದ ಮಹಿಳಾ ಸರಕಾರಿ ಪ್ರಥಮ ದರ್ಜೆ ಕಾಲೇಜಿನಲ್ಲಿ ಸರ್ಕಾರಿ ಜಿಲ್ಲಾ ಉದ್ಯೋಗ ವಿನಿಮಯ ಕೇಂದ್ರದ ವತಿಯಿಂದ ಮೇ 8 ರಂದು ಬೆಳಗ್ಗೆ 10.30 ಕ್ಕೆ ಮಿನಿ ಉದ್ಯೋಗ ಮೇಳ ನಡೆಯಲಿದೆ. ಹೆಚ್ಚಿನ ಮಾಹಿತಿಗಾಗಿ ದೂರವಾಣಿ ಸಂಖ್ಯೆ: 8105618291, 8105774936, 9901472710 ಹಾಗೂ 9945856670 ಅನ್ನು ಸಂಪರ್ಕಿಸಬಹುದಾಗಿದೆ. [44, 1340, 310, 1438]
